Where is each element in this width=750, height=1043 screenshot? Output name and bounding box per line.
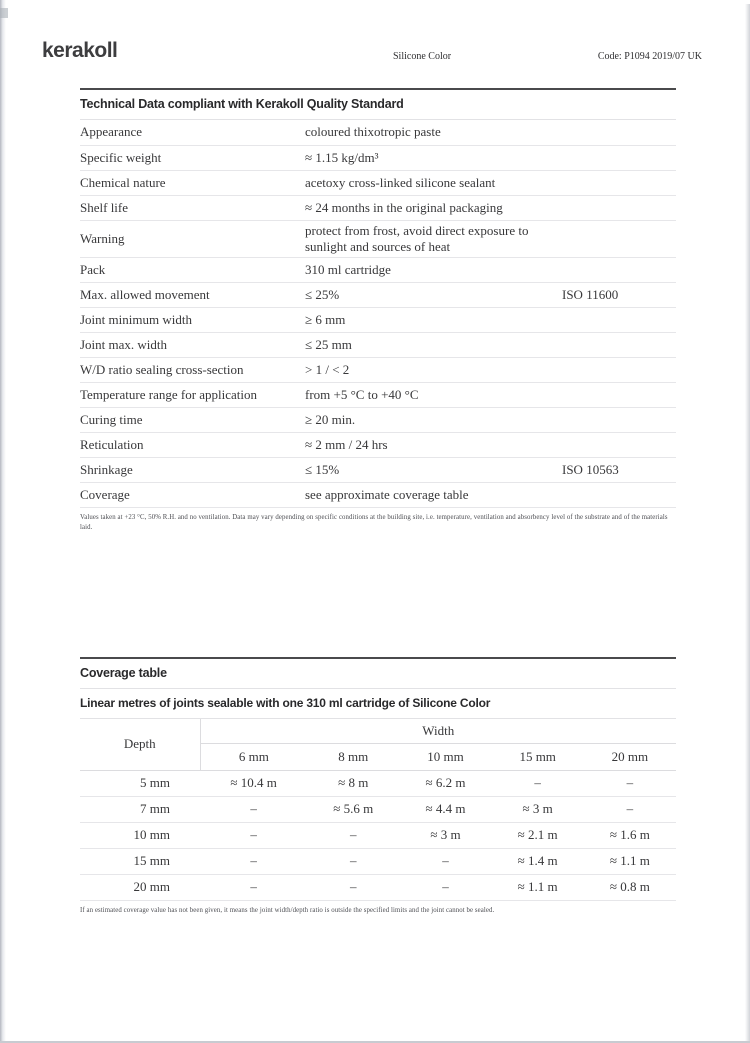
depth-cell: 15 mm <box>80 848 200 874</box>
row-label: Max. allowed movement <box>80 282 305 307</box>
row-standard <box>562 257 676 282</box>
coverage-heading: Coverage table <box>80 659 676 689</box>
row-standard <box>562 357 676 382</box>
row-standard <box>562 332 676 357</box>
row-standard <box>562 482 676 507</box>
depth-cell: 7 mm <box>80 796 200 822</box>
technical-data-section <box>80 88 676 534</box>
coverage-subheading: Linear metres of joints sealable with one 310 ml cartridge of Silicone Color <box>80 689 676 719</box>
row-value: 310 ml cartridge <box>305 257 562 282</box>
photo-edge-right <box>745 4 750 1043</box>
coverage-value: ≈ 3 m <box>399 822 491 848</box>
coverage-value: – <box>307 822 399 848</box>
table-row <box>80 145 676 170</box>
depth-cell: 20 mm <box>80 874 200 900</box>
row-label: Specific weight <box>80 145 305 170</box>
row-value: ≤ 15% <box>305 457 562 482</box>
technical-data-table <box>80 120 676 508</box>
technical-data-heading: Technical Data compliant with Kerakoll Quality Standard <box>80 90 676 120</box>
coverage-value: – <box>200 796 307 822</box>
coverage-header-row <box>80 719 676 743</box>
depth-column-header: Depth <box>80 719 200 770</box>
width-column-header: 20 mm <box>584 743 676 770</box>
row-label: Pack <box>80 257 305 282</box>
coverage-value: – <box>492 770 584 796</box>
coverage-table <box>80 719 676 901</box>
depth-cell: 10 mm <box>80 822 200 848</box>
row-value: protect from frost, avoid direct exposure to sunlight and sources of heat <box>305 220 562 257</box>
row-value: see approximate coverage table <box>305 482 562 507</box>
row-label: Warning <box>80 220 305 257</box>
row-value: ≤ 25% <box>305 282 562 307</box>
coverage-row <box>80 848 676 874</box>
kerakoll-logo: kerakoll <box>42 39 118 62</box>
coverage-row <box>80 796 676 822</box>
technical-data-footnote: Values taken at +23 °C, 50% R.H. and no ventilation. Data may vary depending on specific conditions at the building site, i.e. temperature, ventilation and absorbency level of the substrate and of the materials laid. <box>80 513 668 532</box>
coverage-value: ≈ 3 m <box>492 796 584 822</box>
coverage-value: – <box>200 848 307 874</box>
coverage-value: ≈ 8 m <box>307 770 399 796</box>
row-value: ≤ 25 mm <box>305 332 562 357</box>
coverage-value: – <box>584 796 676 822</box>
row-value: acetoxy cross-linked silicone sealant <box>305 170 562 195</box>
row-label: Chemical nature <box>80 170 305 195</box>
row-value: ≈ 2 mm / 24 hrs <box>305 432 562 457</box>
photo-edge-left <box>0 0 6 1043</box>
table-row <box>80 195 676 220</box>
row-label: Coverage <box>80 482 305 507</box>
row-value: ≈ 24 months in the original packaging <box>305 195 562 220</box>
table-row <box>80 332 676 357</box>
row-value: ≈ 1.15 kg/dm³ <box>305 145 562 170</box>
table-row <box>80 257 676 282</box>
row-value: coloured thixotropic paste <box>305 120 562 145</box>
width-group-header: Width <box>200 719 676 743</box>
row-value: > 1 / < 2 <box>305 357 562 382</box>
coverage-value: ≈ 2.1 m <box>492 822 584 848</box>
coverage-section <box>80 657 676 916</box>
photo-edge-corner <box>0 8 8 18</box>
row-value: from +5 °C to +40 °C <box>305 382 562 407</box>
table-row <box>80 407 676 432</box>
table-row <box>80 357 676 382</box>
coverage-value: ≈ 1.4 m <box>492 848 584 874</box>
table-row <box>80 307 676 332</box>
depth-cell: 5 mm <box>80 770 200 796</box>
coverage-value: ≈ 5.6 m <box>307 796 399 822</box>
row-label: Shrinkage <box>80 457 305 482</box>
coverage-value: – <box>399 874 491 900</box>
table-row <box>80 120 676 145</box>
coverage-row <box>80 770 676 796</box>
row-label: Curing time <box>80 407 305 432</box>
row-label: Joint max. width <box>80 332 305 357</box>
width-column-header: 15 mm <box>492 743 584 770</box>
table-row <box>80 432 676 457</box>
row-label: Temperature range for application <box>80 382 305 407</box>
row-value: ≥ 6 mm <box>305 307 562 332</box>
row-standard <box>562 407 676 432</box>
coverage-value: – <box>399 848 491 874</box>
row-label: Appearance <box>80 120 305 145</box>
coverage-value: ≈ 6.2 m <box>399 770 491 796</box>
row-value: ≥ 20 min. <box>305 407 562 432</box>
coverage-value: – <box>584 770 676 796</box>
row-standard: ISO 11600 <box>562 282 676 307</box>
row-standard <box>562 145 676 170</box>
table-row <box>80 457 676 482</box>
coverage-value: ≈ 1.6 m <box>584 822 676 848</box>
coverage-value: – <box>200 822 307 848</box>
coverage-value: – <box>307 874 399 900</box>
coverage-value: ≈ 1.1 m <box>584 848 676 874</box>
row-standard <box>562 120 676 145</box>
coverage-row <box>80 822 676 848</box>
table-row <box>80 170 676 195</box>
row-label: Joint minimum width <box>80 307 305 332</box>
row-label: Shelf life <box>80 195 305 220</box>
row-standard <box>562 432 676 457</box>
table-row <box>80 482 676 507</box>
width-column-header: 8 mm <box>307 743 399 770</box>
row-label: W/D ratio sealing cross-section <box>80 357 305 382</box>
row-standard <box>562 307 676 332</box>
row-standard <box>562 382 676 407</box>
row-standard <box>562 170 676 195</box>
row-standard <box>562 195 676 220</box>
coverage-value: ≈ 10.4 m <box>200 770 307 796</box>
doc-title: Silicone Color <box>393 51 452 62</box>
width-column-header: 6 mm <box>200 743 307 770</box>
row-label: Reticulation <box>80 432 305 457</box>
coverage-row <box>80 874 676 900</box>
doc-code: Code: P1094 2019/07 UK <box>597 51 702 62</box>
table-row <box>80 220 676 257</box>
table-row <box>80 282 676 307</box>
coverage-footnote: If an estimated coverage value has not been given, it means the joint width/depth ratio is outside the specified limits and the joint cannot be sealed. <box>80 906 495 914</box>
row-standard: ISO 10563 <box>562 457 676 482</box>
width-column-header: 10 mm <box>399 743 491 770</box>
coverage-value: ≈ 0.8 m <box>584 874 676 900</box>
coverage-value: ≈ 4.4 m <box>399 796 491 822</box>
coverage-value: ≈ 1.1 m <box>492 874 584 900</box>
row-standard <box>562 220 676 257</box>
coverage-value: – <box>200 874 307 900</box>
table-row <box>80 382 676 407</box>
coverage-value: – <box>307 848 399 874</box>
